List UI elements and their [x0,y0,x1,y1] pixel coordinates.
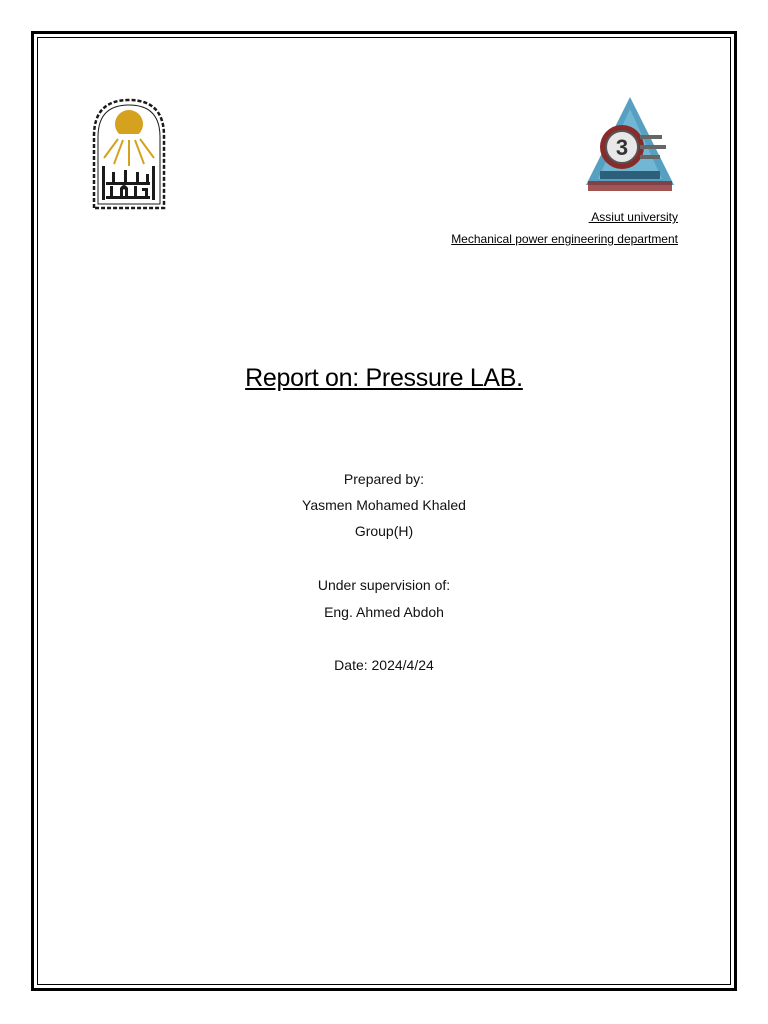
group-label: Group(H) [354,523,414,539]
department-name: Mechanical power engineering department [451,232,678,246]
prepared-by-label: Prepared by: [343,471,425,487]
report-title: Report on: Pressure LAB. [245,364,523,392]
university-name: Assiut university [588,210,678,224]
supervision-label: Under supervision of: [317,577,451,593]
report-date: Date: 2024/4/24 [334,657,434,673]
svg-text:3: 3 [615,135,629,160]
author-name: Yasmen Mohamed Khaled [302,497,466,513]
mechanical-department-logo-icon [582,95,678,197]
assiut-university-logo-icon [90,96,168,210]
supervisor-name: Eng. Ahmed Abdoh [324,604,444,620]
